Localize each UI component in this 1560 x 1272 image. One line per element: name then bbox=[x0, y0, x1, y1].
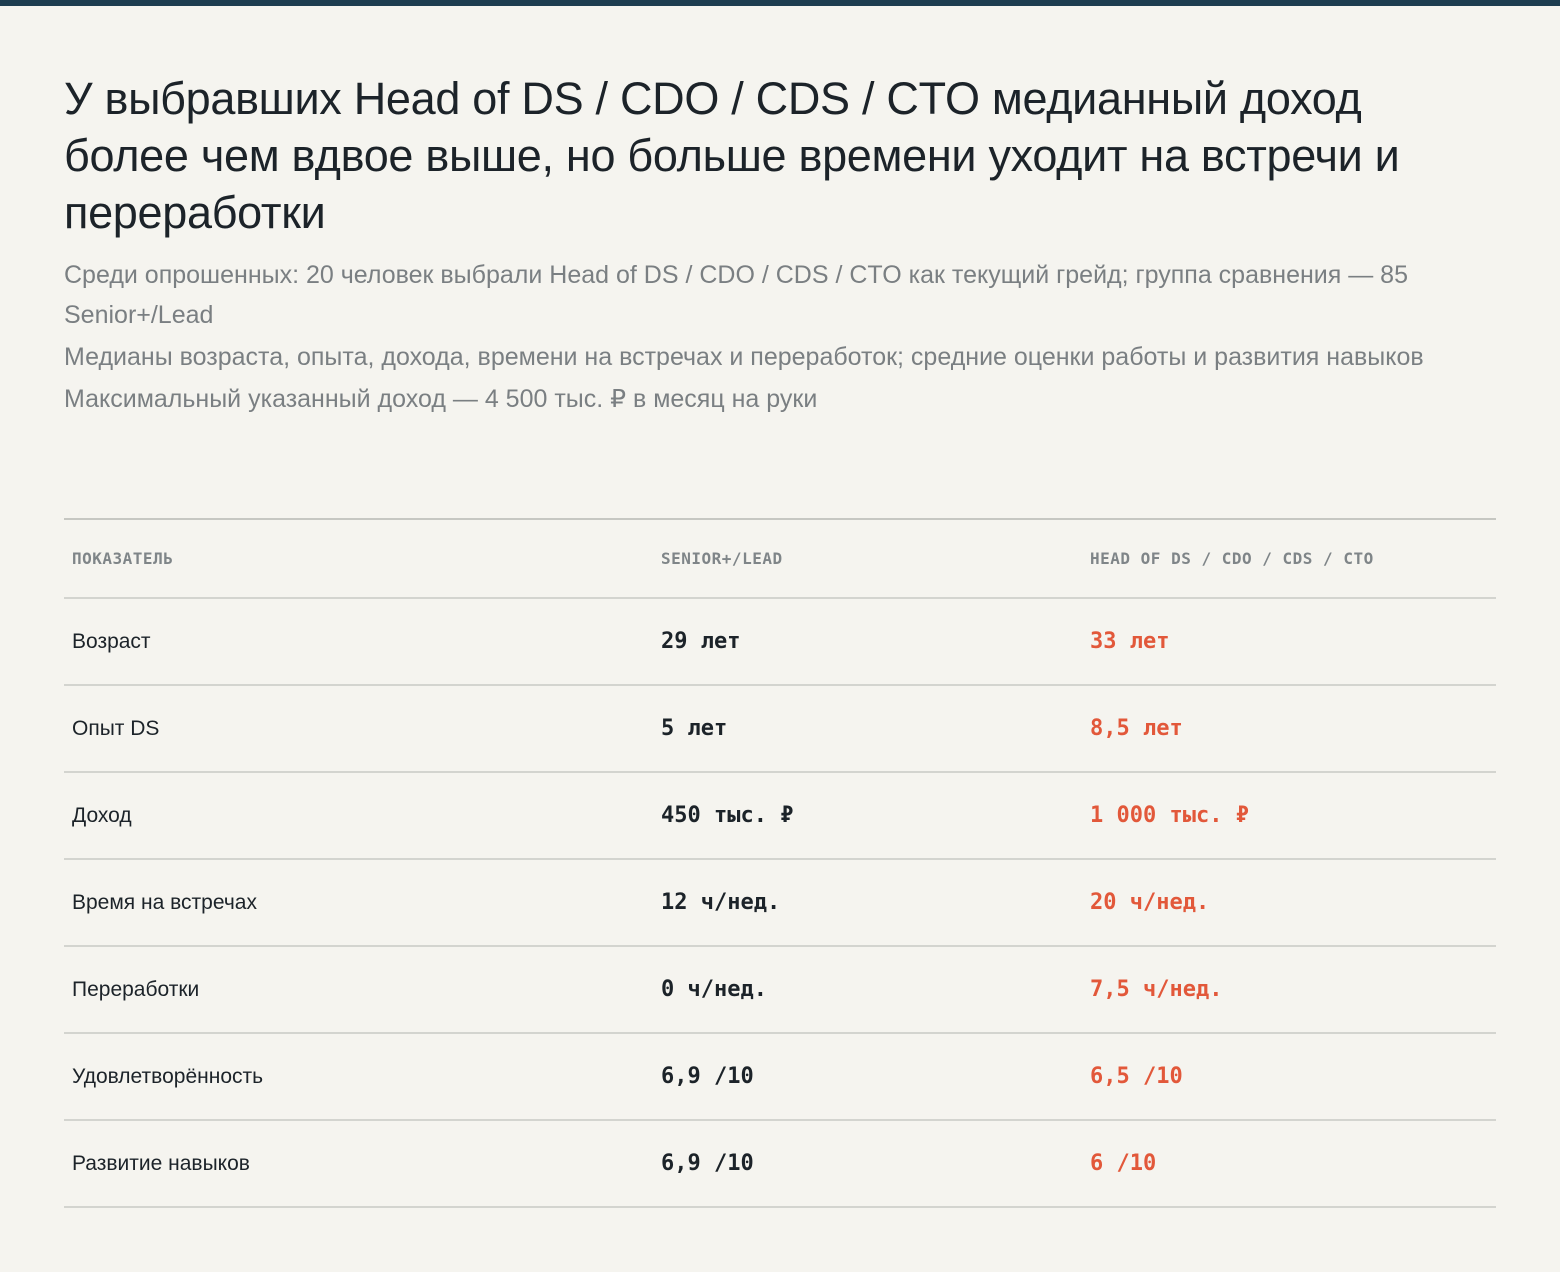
table-row bbox=[64, 772, 1496, 859]
column-header-head: HEAD OF DS / CDO / CDS / CTO bbox=[1082, 519, 1496, 598]
senior-value: 6,9 /10 bbox=[653, 1033, 1082, 1120]
metric-label: Возраст bbox=[64, 598, 653, 685]
table-row bbox=[64, 598, 1496, 685]
table-row bbox=[64, 685, 1496, 772]
metric-label: Удовлетворённость bbox=[64, 1033, 653, 1120]
head-value: 6,5 /10 bbox=[1082, 1033, 1496, 1120]
head-value: 1 000 тыс. ₽ bbox=[1082, 772, 1496, 859]
senior-value: 5 лет bbox=[653, 685, 1082, 772]
page-title: У выбравших Head of DS / CDO / CDS / CTO медианный доход более чем вдвое выше, но больше времени уходит на встречи и переработки bbox=[64, 73, 1400, 238]
table-header-row bbox=[64, 519, 1496, 598]
table-row bbox=[64, 859, 1496, 946]
senior-value: 12 ч/нед. bbox=[653, 859, 1082, 946]
table-row bbox=[64, 946, 1496, 1033]
column-header-senior: SENIOR+/LEAD bbox=[653, 519, 1082, 598]
top-accent-bar bbox=[0, 0, 1560, 6]
metric-label: Переработки bbox=[64, 946, 653, 1033]
subtitle-block bbox=[64, 255, 1496, 419]
subtitle-line-sample: Среди опрошенных: 20 человек выбрали Head of DS / CDO / CDS / CTO как текущий грейд; группа сравнения — 85 Senior+/Lead bbox=[64, 261, 1408, 329]
head-value: 8,5 лет bbox=[1082, 685, 1496, 772]
senior-value: 6,9 /10 bbox=[653, 1120, 1082, 1207]
table-row bbox=[64, 1120, 1496, 1207]
head-value: 6 /10 bbox=[1082, 1120, 1496, 1207]
senior-value: 0 ч/нед. bbox=[653, 946, 1082, 1033]
metric-label: Опыт DS bbox=[64, 685, 653, 772]
subtitle-line-max-income: Максимальный указанный доход — 4 500 тыс. ₽ в месяц на руки bbox=[64, 385, 818, 413]
article-header bbox=[64, 70, 1496, 421]
metric-label: Доход bbox=[64, 772, 653, 859]
head-value: 33 лет bbox=[1082, 598, 1496, 685]
metric-label: Развитие навыков bbox=[64, 1120, 653, 1207]
metric-label: Время на встречах bbox=[64, 859, 653, 946]
comparison-table bbox=[64, 518, 1496, 1208]
senior-value: 450 тыс. ₽ bbox=[653, 772, 1082, 859]
senior-value: 29 лет bbox=[653, 598, 1082, 685]
subtitle-line-method: Медианы возраста, опыта, дохода, времени на встречах и переработок; средние оценки работы и развития навыков bbox=[64, 343, 1424, 371]
column-header-metric: ПОКАЗАТЕЛЬ bbox=[64, 519, 653, 598]
table-row bbox=[64, 1033, 1496, 1120]
head-value: 7,5 ч/нед. bbox=[1082, 946, 1496, 1033]
head-value: 20 ч/нед. bbox=[1082, 859, 1496, 946]
